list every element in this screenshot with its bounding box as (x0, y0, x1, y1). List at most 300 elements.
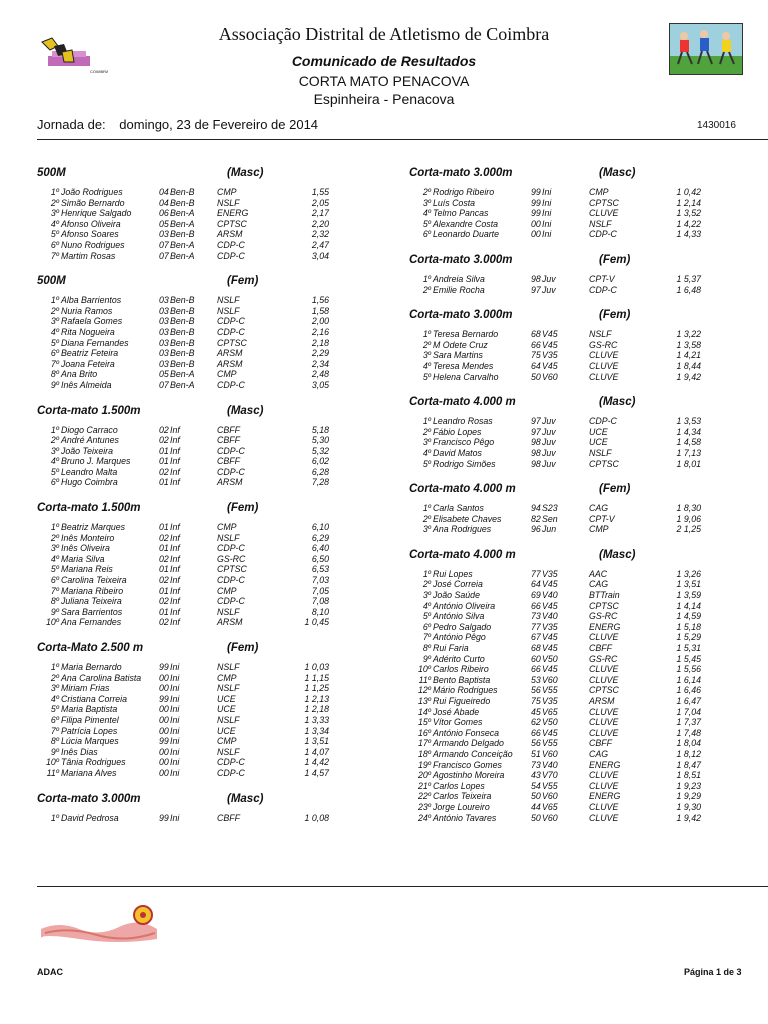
result-row (37, 316, 367, 327)
birth-year: 00 (159, 746, 169, 757)
section-header (409, 252, 739, 274)
birth-year: 00 (159, 672, 169, 683)
birth-year: 97 (531, 284, 541, 295)
club: CPTSC (217, 218, 247, 229)
athlete-name: M Odete Cruz (433, 339, 488, 350)
category: Ben-B (170, 337, 195, 348)
time: 7,03 (311, 575, 329, 586)
club: NSLF (217, 532, 240, 543)
athlete-name: Simão Bernardo (61, 197, 125, 208)
athlete-name: Leonardo Duarte (433, 229, 500, 240)
result-row (37, 617, 367, 628)
time: 1 6,47 (676, 696, 701, 706)
club: ENERG (589, 621, 621, 632)
birth-year: 82 (531, 513, 541, 524)
club: CDP-C (589, 229, 617, 240)
position: 5º (50, 704, 59, 715)
time: 1 9,42 (676, 371, 701, 382)
birth-year: 60 (531, 653, 541, 664)
time: 1 0,42 (676, 187, 701, 197)
result-section (409, 481, 739, 535)
time: 1 3,58 (676, 339, 701, 350)
club: CDP-C (217, 543, 245, 554)
position: 6º (422, 229, 431, 240)
category: Juv (542, 426, 556, 437)
result-row (409, 643, 739, 654)
birth-year: 05 (159, 218, 169, 229)
result-section (37, 791, 367, 824)
club: AAC (589, 568, 608, 579)
jornada-line (37, 117, 318, 132)
athlete-name: Rui Lopes (433, 568, 473, 579)
result-row (37, 715, 367, 726)
birth-year: 98 (531, 447, 541, 458)
time: 1 2,18 (304, 704, 329, 715)
athlete-name: Mariana Reis (61, 564, 113, 575)
athlete-name: Beatriz Feteira (61, 348, 119, 359)
category: Inf (170, 564, 180, 575)
birth-year: 07 (159, 250, 169, 261)
time: 3,04 (311, 250, 329, 261)
position: 3º (422, 590, 431, 601)
category: V35 (542, 568, 558, 579)
position: 2º (422, 579, 431, 590)
athlete-name: João Saúde (433, 590, 480, 601)
athlete-name: Henrique Salgado (61, 208, 132, 219)
club: ARSM (217, 348, 243, 359)
club: CDP-C (217, 445, 245, 456)
category: Ben-B (170, 348, 195, 359)
time: 6,53 (311, 564, 329, 575)
time: 2,05 (311, 197, 329, 208)
category: V60 (542, 812, 558, 823)
results-list (37, 662, 367, 779)
section-title: Corta-mato 3.000m (409, 167, 513, 179)
time: 1 4,21 (676, 350, 701, 361)
club: GS-RC (589, 611, 618, 622)
athlete-name: Teresa Bernardo (433, 329, 499, 340)
time: 1 7,13 (676, 447, 701, 458)
results-column-right (409, 165, 739, 835)
section-title: Corta-mato 3.000m (37, 792, 141, 805)
club: CDP-C (217, 466, 245, 477)
birth-year: 64 (531, 360, 541, 371)
position: 1º (422, 568, 431, 579)
athlete-name: Rita Nogueira (61, 326, 115, 337)
club: CLUVE (589, 780, 619, 791)
position: 2º (50, 532, 59, 543)
time: 8,10 (311, 606, 329, 617)
category: Inf (170, 617, 180, 628)
time: 1,58 (311, 305, 329, 316)
time: 1 2,14 (676, 197, 701, 208)
result-row (409, 791, 739, 802)
birth-year: 98 (531, 458, 541, 469)
category: V50 (542, 717, 558, 728)
athlete-name: Fábio Lopes (433, 426, 482, 437)
section-header (37, 273, 367, 295)
position: 21º (418, 780, 431, 791)
results-list (409, 416, 739, 469)
result-section (409, 165, 739, 240)
result-row (409, 208, 739, 219)
club: CLUVE (589, 664, 619, 675)
birth-year: 03 (159, 348, 169, 359)
category: Juv (542, 273, 556, 284)
section-header (37, 165, 367, 187)
result-row (37, 477, 367, 488)
result-row (37, 359, 367, 370)
club: CMP (589, 187, 609, 197)
result-section (37, 273, 367, 390)
club: ARSM (217, 477, 243, 488)
category: Ini (170, 704, 180, 715)
result-row (409, 590, 739, 601)
birth-year: 03 (159, 337, 169, 348)
time: 1 5,31 (676, 643, 701, 654)
result-row (409, 813, 739, 824)
time: 1 3,59 (676, 590, 701, 601)
athlete-name: Lúcia Marques (61, 736, 119, 747)
position: 19º (418, 759, 431, 770)
result-row (409, 569, 739, 580)
club: ENERG (589, 791, 621, 802)
position: 3º (50, 316, 59, 327)
result-row (37, 683, 367, 694)
time: 6,28 (311, 466, 329, 477)
position: 3º (50, 208, 59, 219)
category: Ini (170, 812, 180, 823)
time: 1 8,47 (676, 759, 701, 770)
category: Inf (170, 445, 180, 456)
time: 6,10 (311, 522, 329, 533)
club: CMP (589, 524, 609, 535)
position: 5º (50, 229, 59, 240)
footer-org: ADAC (37, 967, 63, 977)
time: 1 8,01 (676, 458, 701, 469)
birth-year: 01 (159, 564, 169, 575)
time: 1 7,04 (676, 706, 701, 717)
result-row (409, 781, 739, 792)
position: 24º (418, 812, 431, 823)
result-row (409, 749, 739, 760)
footer-logo (39, 893, 171, 953)
time: 2,47 (311, 239, 329, 250)
athlete-name: Maria Silva (61, 553, 105, 564)
athlete-name: Rodrigo Ribeiro (433, 187, 495, 197)
position: 2º (50, 305, 59, 316)
club: CBFF (589, 643, 612, 654)
birth-year: 04 (159, 197, 169, 208)
time: 1 7,37 (676, 717, 701, 728)
time: 6,02 (311, 456, 329, 467)
result-row (409, 717, 739, 728)
result-row (409, 187, 739, 198)
birth-year: 00 (531, 229, 541, 240)
time: 1 0,45 (304, 617, 329, 628)
result-row (409, 675, 739, 686)
time: 1 0,08 (304, 812, 329, 823)
athlete-name: Mariana Alves (61, 767, 117, 778)
club: CDP-C (217, 596, 245, 607)
results-list (409, 329, 739, 382)
runners-illustration (669, 23, 743, 75)
position: 5º (422, 458, 431, 469)
birth-year: 68 (531, 643, 541, 654)
athlete-name: Joana Feteira (61, 358, 115, 369)
result-row (409, 416, 739, 427)
section-gender: (Fem) (227, 502, 259, 515)
athlete-name: Inês Dias (61, 746, 98, 757)
result-row (37, 694, 367, 705)
category: Juv (542, 437, 556, 448)
time: 1 5,37 (676, 273, 701, 284)
result-row (37, 456, 367, 467)
athlete-name: Leandro Malta (61, 466, 118, 477)
time: 2,32 (311, 229, 329, 240)
birth-year: 00 (159, 704, 169, 715)
result-row (37, 327, 367, 338)
position: 4º (50, 218, 59, 229)
birth-year: 54 (531, 780, 541, 791)
time: 1 0,03 (304, 662, 329, 672)
result-row (409, 728, 739, 739)
time: 2,20 (311, 218, 329, 229)
athlete-name: Vítor Gomes (433, 717, 483, 728)
club: CMP (217, 369, 237, 380)
section-title: Corta-mato 4.000 m (409, 548, 516, 561)
time: 2,00 (311, 316, 329, 327)
category: V65 (542, 801, 558, 812)
association-logo (38, 36, 108, 76)
time: 2,17 (311, 208, 329, 219)
position: 7º (50, 585, 59, 596)
results-list (409, 274, 739, 295)
time: 1 6,48 (676, 284, 701, 295)
footer-divider (37, 886, 768, 887)
category: V60 (542, 791, 558, 802)
result-row (37, 435, 367, 446)
athlete-name: Ana Brito (61, 369, 98, 380)
category: V65 (542, 706, 558, 717)
category: V45 (542, 339, 558, 350)
club: NSLF (217, 197, 240, 208)
result-row (37, 198, 367, 209)
result-section (409, 252, 739, 295)
club: UCE (217, 704, 236, 715)
time: 1 5,45 (676, 653, 701, 664)
category: Ben-A (170, 218, 195, 229)
athlete-name: José Correia (433, 579, 483, 590)
athlete-name: Ana Carolina Batista (61, 672, 142, 683)
result-row (409, 229, 739, 240)
birth-year: 07 (159, 239, 169, 250)
club: CAG (589, 503, 609, 514)
section-header (409, 547, 739, 569)
club: CLUVE (589, 812, 619, 823)
time: 1 2,13 (304, 693, 329, 704)
club: CDP-C (217, 250, 245, 261)
result-row (37, 768, 367, 779)
athlete-name: Cristiana Correia (61, 693, 127, 704)
birth-year: 99 (159, 736, 169, 747)
athlete-name: António Tavares (433, 812, 497, 823)
club: UCE (217, 725, 236, 736)
result-row (409, 524, 739, 535)
result-row (37, 747, 367, 758)
category: V40 (542, 590, 558, 601)
time: 1 5,29 (676, 632, 701, 643)
birth-year: 01 (159, 477, 169, 488)
position: 8º (50, 369, 59, 380)
club: NSLF (217, 305, 240, 316)
birth-year: 98 (531, 437, 541, 448)
position: 18º (418, 748, 431, 759)
position: 10º (46, 757, 59, 768)
athlete-name: Filipa Pimentel (61, 714, 119, 725)
result-row (37, 564, 367, 575)
birth-year: 03 (159, 358, 169, 369)
birth-year: 50 (531, 812, 541, 823)
athlete-name: Rafaela Gomes (61, 316, 123, 327)
position: 7º (422, 632, 431, 643)
club: NSLF (217, 746, 240, 757)
time: 1 9,30 (676, 801, 701, 812)
position: 1º (50, 662, 59, 672)
result-row (37, 662, 367, 673)
result-row (409, 601, 739, 612)
position: 6º (50, 239, 59, 250)
position: 6º (50, 714, 59, 725)
result-row (409, 738, 739, 749)
birth-year: 03 (159, 316, 169, 327)
athlete-name: Bento Baptista (433, 674, 491, 685)
category: Ben-A (170, 369, 195, 380)
results-list (37, 295, 367, 390)
club: GS-RC (589, 653, 618, 664)
position: 11º (46, 767, 59, 778)
birth-year: 66 (531, 664, 541, 675)
position: 3º (422, 350, 431, 361)
birth-year: 00 (159, 683, 169, 694)
result-row (37, 543, 367, 554)
birth-year: 03 (159, 229, 169, 240)
club: CDP-C (217, 575, 245, 586)
position: 12º (418, 685, 431, 696)
position: 16º (418, 727, 431, 738)
position: 3º (50, 683, 59, 694)
position: 1º (50, 424, 59, 435)
section-header (37, 403, 367, 425)
category: V45 (542, 579, 558, 590)
result-row (409, 198, 739, 209)
event-name: CORTA MATO PENACOVA (298, 73, 470, 89)
category: Inf (170, 456, 180, 467)
athlete-name: Tânia Rodrigues (61, 757, 126, 768)
page-subtitle: Comunicado de Resultados (291, 53, 477, 69)
club: ARSM (217, 617, 243, 628)
athlete-name: Leandro Rosas (433, 416, 493, 427)
result-row (409, 685, 739, 696)
time: 1 4,34 (676, 426, 701, 437)
athlete-name: Carlos Lopes (433, 780, 485, 791)
club: ENERG (589, 759, 621, 770)
position: 1º (422, 273, 431, 284)
time: 2,34 (311, 358, 329, 369)
category: Ben-B (170, 197, 195, 208)
club: NSLF (589, 329, 612, 340)
time: 5,30 (311, 435, 329, 446)
athlete-name: Teresa Mendes (433, 360, 494, 371)
birth-year: 66 (531, 339, 541, 350)
category: V45 (542, 632, 558, 643)
result-row (37, 736, 367, 747)
birth-year: 00 (159, 757, 169, 768)
result-row (37, 338, 367, 349)
position: 11º (418, 674, 431, 685)
category: Inf (170, 553, 180, 564)
time: 1 4,22 (676, 218, 701, 229)
athlete-name: Andreia Silva (433, 273, 485, 284)
position: 3º (50, 445, 59, 456)
birth-year: 43 (531, 770, 541, 781)
time: 2,29 (311, 348, 329, 359)
birth-year: 50 (531, 371, 541, 382)
results-list (37, 187, 367, 261)
position: 9º (50, 606, 59, 617)
athlete-name: Diana Fernandes (61, 337, 129, 348)
result-row (37, 607, 367, 618)
birth-year: 98 (531, 273, 541, 284)
birth-year: 02 (159, 532, 169, 543)
section-title: Corta-mato 3.000m (409, 309, 513, 322)
birth-year: 02 (159, 435, 169, 446)
result-section (409, 394, 739, 469)
birth-year: 73 (531, 611, 541, 622)
athlete-name: Afonso Oliveira (61, 218, 121, 229)
athlete-name: Armando Delgado (433, 738, 504, 749)
position: 6º (50, 575, 59, 586)
result-row (37, 673, 367, 684)
club: NSLF (217, 295, 240, 306)
result-row (409, 654, 739, 665)
athlete-name: Inês Almeida (61, 379, 112, 390)
category: S23 (542, 503, 558, 514)
athlete-name: José Abade (433, 706, 480, 717)
result-row (409, 514, 739, 525)
time: 1 5,56 (676, 664, 701, 675)
result-row (409, 437, 739, 448)
athlete-name: Inês Oliveira (61, 543, 110, 554)
section-gender: (Fem) (599, 253, 631, 266)
athlete-name: Pedro Salgado (433, 621, 492, 632)
club: NSLF (217, 683, 240, 694)
result-row (409, 427, 739, 438)
position: 2º (422, 187, 431, 197)
birth-year: 75 (531, 696, 541, 706)
time: 5,18 (311, 424, 329, 435)
athlete-name: Carlos Ribeiro (433, 664, 489, 675)
club: NSLF (589, 218, 612, 229)
page-number: Página 1 de 3 (684, 967, 742, 977)
athlete-name: Hugo Coimbra (61, 477, 118, 488)
birth-year: 69 (531, 590, 541, 601)
result-row (409, 459, 739, 470)
position: 4º (422, 360, 431, 371)
category: Ini (170, 767, 180, 778)
club: ENERG (217, 208, 249, 219)
position: 1º (50, 295, 59, 306)
